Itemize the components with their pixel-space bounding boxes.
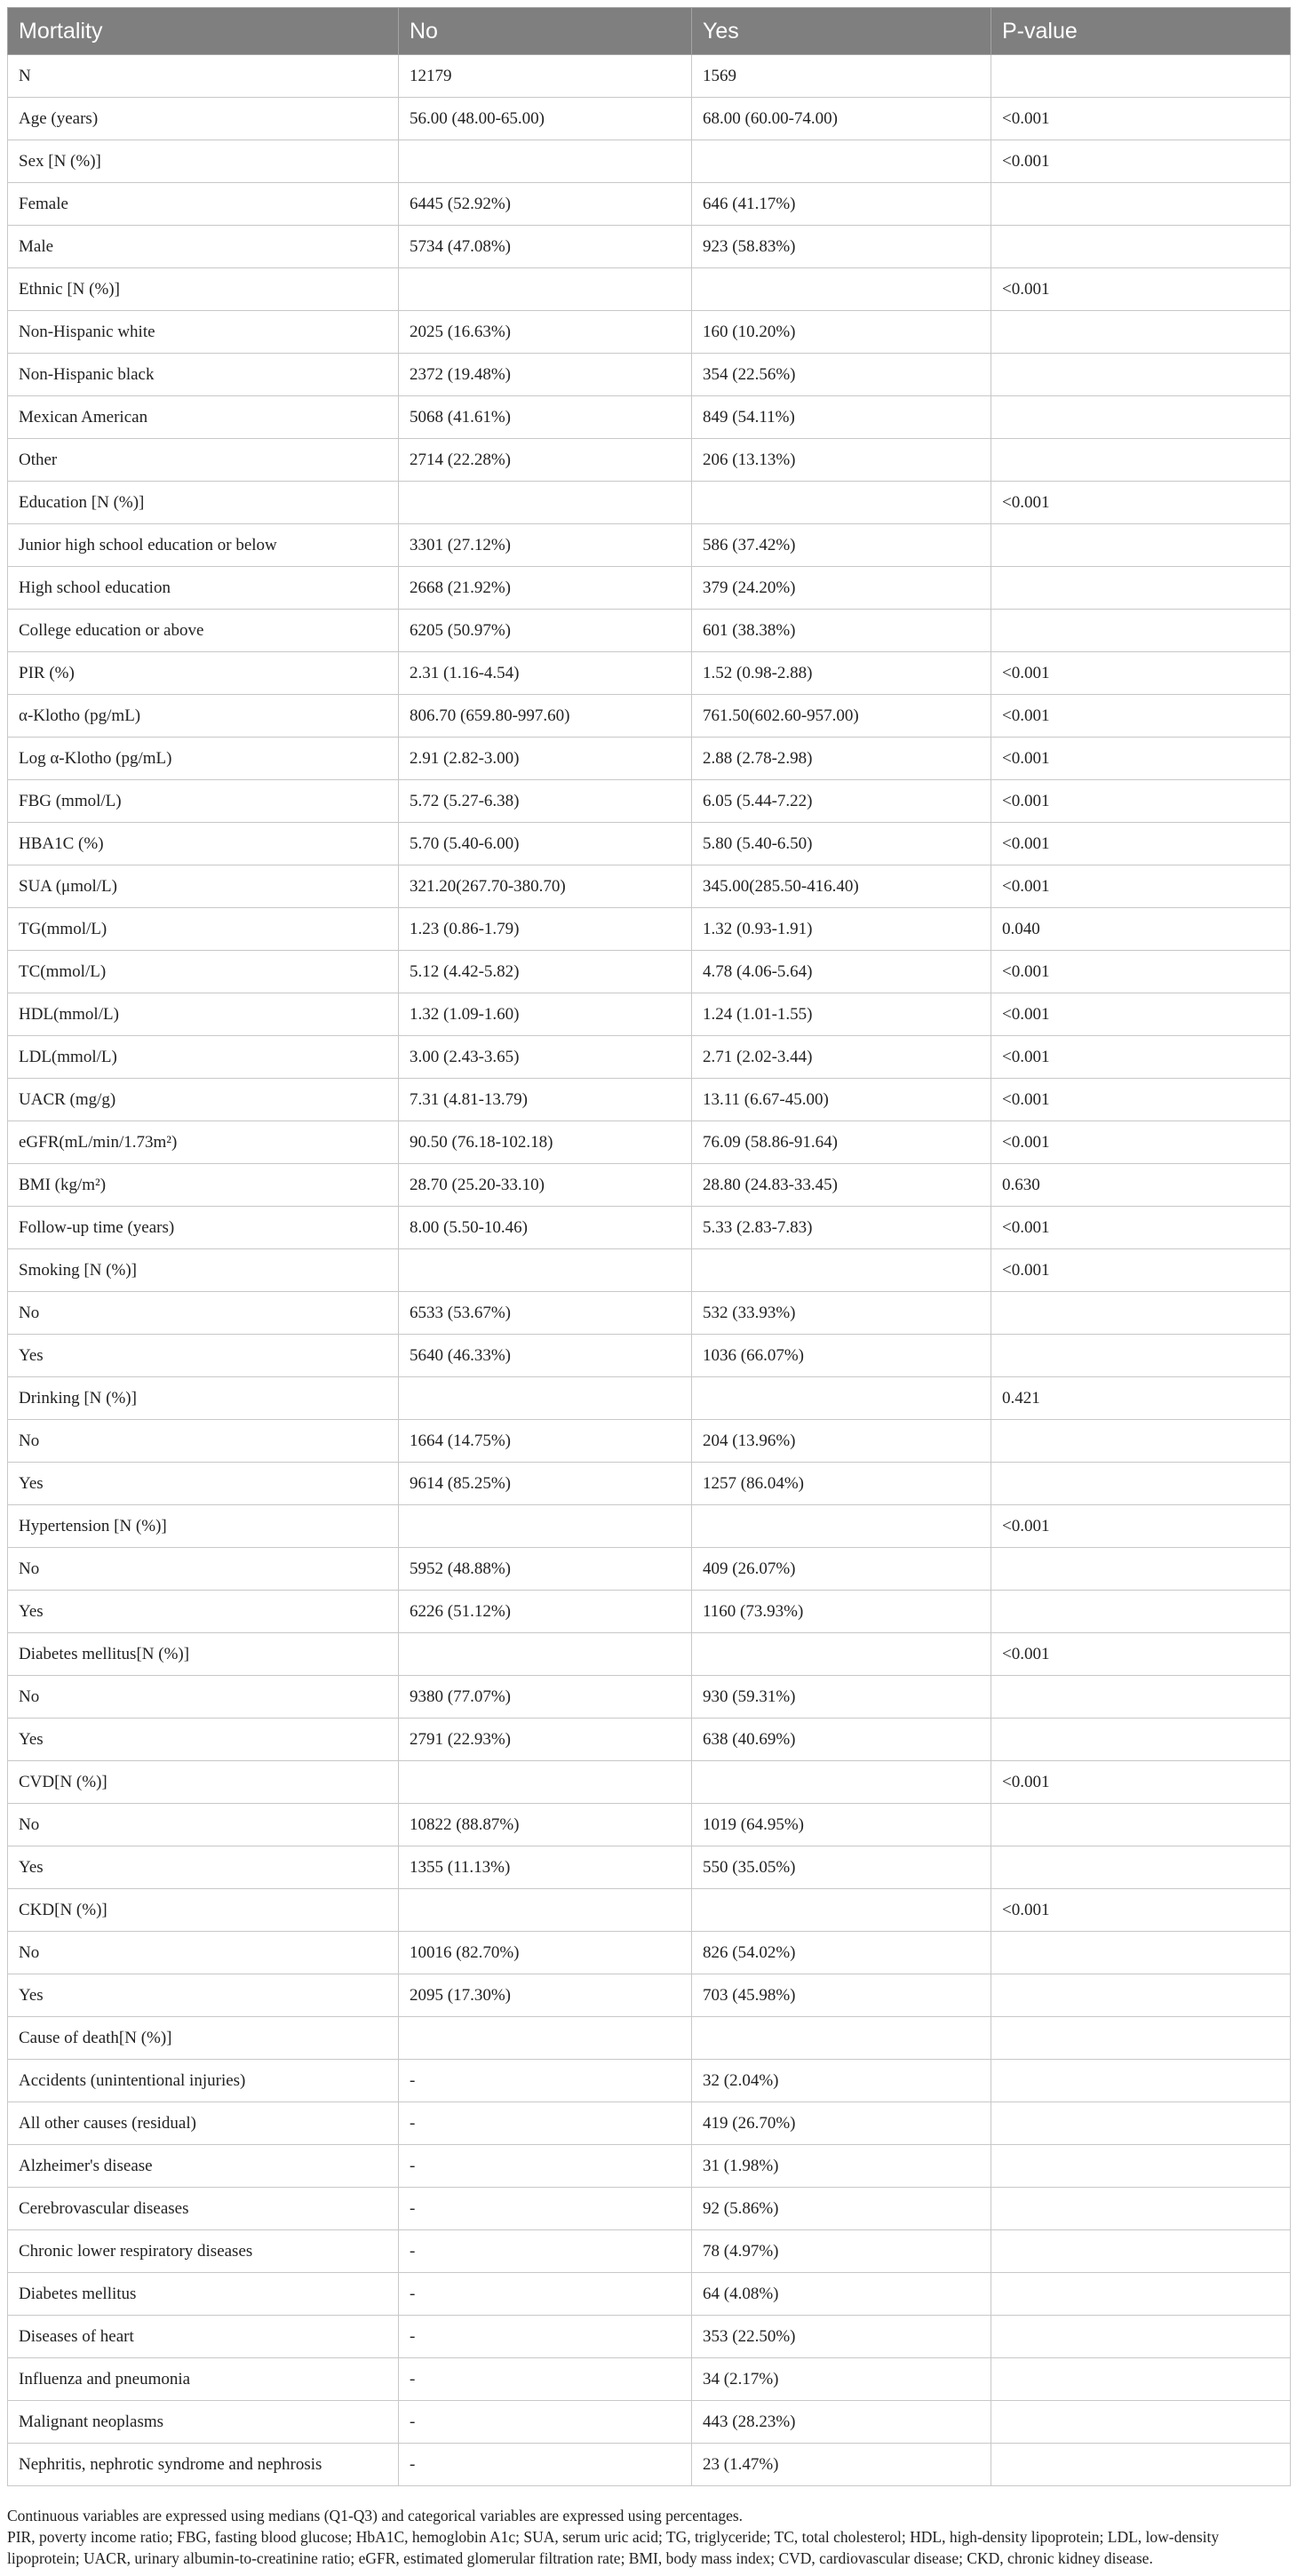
yes-value: 930 (59.31%): [692, 1676, 991, 1719]
yes-value: 354 (22.56%): [692, 354, 991, 396]
no-value: 2372 (19.48%): [399, 354, 692, 396]
no-value: [399, 1505, 692, 1548]
no-value: 1664 (14.75%): [399, 1420, 692, 1463]
p-value: <0.001: [991, 1761, 1291, 1804]
table-row: [8, 1164, 1291, 1207]
row-label: Non-Hispanic white: [8, 311, 399, 354]
p-value: <0.001: [991, 1036, 1291, 1079]
row-label: N: [8, 55, 399, 98]
no-value: [399, 1761, 692, 1804]
row-label: Mexican American: [8, 396, 399, 439]
yes-value: 601 (38.38%): [692, 610, 991, 652]
no-value: -: [399, 2316, 692, 2358]
table-row: [8, 1207, 1291, 1249]
no-value: 2.91 (2.82-3.00): [399, 738, 692, 780]
row-label: Other: [8, 439, 399, 482]
no-value: 5734 (47.08%): [399, 226, 692, 268]
row-label: Yes: [8, 1591, 399, 1633]
p-value: [991, 567, 1291, 610]
yes-value: 78 (4.97%): [692, 2230, 991, 2273]
table-row: [8, 1974, 1291, 2017]
no-value: 9614 (85.25%): [399, 1463, 692, 1505]
row-label: Yes: [8, 1974, 399, 2017]
no-value: 5640 (46.33%): [399, 1335, 692, 1377]
yes-value: 443 (28.23%): [692, 2401, 991, 2444]
yes-value: [692, 482, 991, 524]
no-value: [399, 268, 692, 311]
table-row: [8, 1889, 1291, 1932]
no-value: 8.00 (5.50-10.46): [399, 1207, 692, 1249]
table-row: [8, 1121, 1291, 1164]
table-row: [8, 1377, 1291, 1420]
yes-value: [692, 1249, 991, 1292]
yes-value: 206 (13.13%): [692, 439, 991, 482]
yes-value: [692, 1505, 991, 1548]
no-value: 6533 (53.67%): [399, 1292, 692, 1335]
p-value: <0.001: [991, 951, 1291, 993]
p-value: [991, 1974, 1291, 2017]
yes-value: 2.88 (2.78-2.98): [692, 738, 991, 780]
yes-value: 409 (26.07%): [692, 1548, 991, 1591]
row-label: Ethnic [N (%)]: [8, 268, 399, 311]
no-value: [399, 1377, 692, 1420]
row-label: Log α-Klotho (pg/mL): [8, 738, 399, 780]
no-value: 2095 (17.30%): [399, 1974, 692, 2017]
p-value: [991, 354, 1291, 396]
table-row: [8, 610, 1291, 652]
row-label: LDL(mmol/L): [8, 1036, 399, 1079]
table-row: [8, 1846, 1291, 1889]
row-label: UACR (mg/g): [8, 1079, 399, 1121]
table-row: [8, 482, 1291, 524]
footnote-line-2: PIR, poverty income ratio; FBG, fasting blood glucose; HbA1C, hemoglobin A1c; SUA, serum uric acid; TG, triglyceride; TC, total cholesterol; HDL, high-density lipoprotein; LDL, low-density lipoprotein; UACR, urinary albumin-to-creatinine ratio; eGFR, estimated glomerular filtration rate; BMI, body mass index; CVD, cardiovascular disease; CKD, chronic kidney disease.: [7, 2528, 1220, 2567]
table-row: [8, 2017, 1291, 2060]
table-row: [8, 1036, 1291, 1079]
yes-value: 532 (33.93%): [692, 1292, 991, 1335]
table-row: [8, 823, 1291, 865]
row-label: All other causes (residual): [8, 2102, 399, 2145]
no-value: 5068 (41.61%): [399, 396, 692, 439]
row-label: Nephritis, nephrotic syndrome and nephrosis: [8, 2444, 399, 2486]
table-row: [8, 738, 1291, 780]
yes-value: 28.80 (24.83-33.45): [692, 1164, 991, 1207]
row-label: Drinking [N (%)]: [8, 1377, 399, 1420]
no-value: 2025 (16.63%): [399, 311, 692, 354]
yes-value: [692, 1633, 991, 1676]
no-value: -: [399, 2188, 692, 2230]
table-row: [8, 2060, 1291, 2102]
table-row: [8, 1633, 1291, 1676]
yes-value: 1.52 (0.98-2.88): [692, 652, 991, 695]
row-label: Junior high school education or below: [8, 524, 399, 567]
p-value: 0.630: [991, 1164, 1291, 1207]
row-label: Sex [N (%)]: [8, 140, 399, 183]
no-value: [399, 140, 692, 183]
yes-value: 379 (24.20%): [692, 567, 991, 610]
yes-value: 1036 (66.07%): [692, 1335, 991, 1377]
yes-value: 76.09 (58.86-91.64): [692, 1121, 991, 1164]
p-value: [991, 1420, 1291, 1463]
row-label: Hypertension [N (%)]: [8, 1505, 399, 1548]
p-value: [991, 226, 1291, 268]
yes-value: 204 (13.96%): [692, 1420, 991, 1463]
row-label: Diabetes mellitus: [8, 2273, 399, 2316]
table-row: [8, 1505, 1291, 1548]
no-value: [399, 482, 692, 524]
no-value: 1.23 (0.86-1.79): [399, 908, 692, 951]
row-label: Cause of death[N (%)]: [8, 2017, 399, 2060]
table-row: [8, 2358, 1291, 2401]
p-value: <0.001: [991, 865, 1291, 908]
row-label: College education or above: [8, 610, 399, 652]
p-value: [991, 610, 1291, 652]
table-row: [8, 396, 1291, 439]
yes-value: 13.11 (6.67-45.00): [692, 1079, 991, 1121]
table-row: [8, 98, 1291, 140]
row-label: Education [N (%)]: [8, 482, 399, 524]
yes-value: 68.00 (60.00-74.00): [692, 98, 991, 140]
table-row: [8, 652, 1291, 695]
row-label: No: [8, 1548, 399, 1591]
row-label: FBG (mmol/L): [8, 780, 399, 823]
yes-value: 6.05 (5.44-7.22): [692, 780, 991, 823]
yes-value: [692, 2017, 991, 2060]
p-value: [991, 2188, 1291, 2230]
row-label: SUA (μmol/L): [8, 865, 399, 908]
no-value: 7.31 (4.81-13.79): [399, 1079, 692, 1121]
table-row: [8, 55, 1291, 98]
table-row: [8, 2401, 1291, 2444]
row-label: No: [8, 1932, 399, 1974]
row-label: Age (years): [8, 98, 399, 140]
yes-value: 34 (2.17%): [692, 2358, 991, 2401]
p-value: [991, 1463, 1291, 1505]
row-label: Yes: [8, 1719, 399, 1761]
row-label: Malignant neoplasms: [8, 2401, 399, 2444]
no-value: [399, 1249, 692, 1292]
header-yes: Yes: [692, 8, 991, 55]
row-label: HBA1C (%): [8, 823, 399, 865]
no-value: [399, 1633, 692, 1676]
p-value: <0.001: [991, 695, 1291, 738]
table-row: [8, 1761, 1291, 1804]
table-row: [8, 1676, 1291, 1719]
no-value: 5.12 (4.42-5.82): [399, 951, 692, 993]
yes-value: 1019 (64.95%): [692, 1804, 991, 1846]
p-value: [991, 2102, 1291, 2145]
header-p-value: P-value: [991, 8, 1291, 55]
p-value: [991, 1335, 1291, 1377]
p-value: <0.001: [991, 780, 1291, 823]
table-row: [8, 1249, 1291, 1292]
yes-value: [692, 268, 991, 311]
row-label: Yes: [8, 1846, 399, 1889]
table-row: [8, 2444, 1291, 2486]
row-label: Follow-up time (years): [8, 1207, 399, 1249]
table-row: [8, 2316, 1291, 2358]
row-label: TG(mmol/L): [8, 908, 399, 951]
p-value: [991, 2017, 1291, 2060]
row-label: PIR (%): [8, 652, 399, 695]
table-row: [8, 865, 1291, 908]
no-value: -: [399, 2444, 692, 2486]
p-value: <0.001: [991, 268, 1291, 311]
no-value: -: [399, 2230, 692, 2273]
no-value: 90.50 (76.18-102.18): [399, 1121, 692, 1164]
row-label: Smoking [N (%)]: [8, 1249, 399, 1292]
header-mortality: Mortality: [8, 8, 399, 55]
row-label: Diabetes mellitus[N (%)]: [8, 1633, 399, 1676]
yes-value: 353 (22.50%): [692, 2316, 991, 2358]
p-value: [991, 2444, 1291, 2486]
p-value: <0.001: [991, 140, 1291, 183]
yes-value: 64 (4.08%): [692, 2273, 991, 2316]
p-value: <0.001: [991, 482, 1291, 524]
p-value: [991, 1719, 1291, 1761]
table-row: [8, 695, 1291, 738]
no-value: 1355 (11.13%): [399, 1846, 692, 1889]
p-value: [991, 55, 1291, 98]
no-value: -: [399, 2145, 692, 2188]
no-value: 321.20(267.70-380.70): [399, 865, 692, 908]
no-value: 2668 (21.92%): [399, 567, 692, 610]
yes-value: 1.32 (0.93-1.91): [692, 908, 991, 951]
table-row: [8, 567, 1291, 610]
no-value: 2714 (22.28%): [399, 439, 692, 482]
table-row: [8, 2188, 1291, 2230]
table-row: [8, 951, 1291, 993]
table-row: [8, 524, 1291, 567]
no-value: 3301 (27.12%): [399, 524, 692, 567]
p-value: <0.001: [991, 1207, 1291, 1249]
row-label: High school education: [8, 567, 399, 610]
yes-value: [692, 1889, 991, 1932]
no-value: 5.72 (5.27-6.38): [399, 780, 692, 823]
yes-value: 1.24 (1.01-1.55): [692, 993, 991, 1036]
no-value: 2791 (22.93%): [399, 1719, 692, 1761]
row-label: HDL(mmol/L): [8, 993, 399, 1036]
yes-value: 761.50(602.60-957.00): [692, 695, 991, 738]
no-value: 5952 (48.88%): [399, 1548, 692, 1591]
p-value: <0.001: [991, 1079, 1291, 1121]
row-label: Diseases of heart: [8, 2316, 399, 2358]
row-label: Chronic lower respiratory diseases: [8, 2230, 399, 2273]
no-value: -: [399, 2401, 692, 2444]
no-value: 10822 (88.87%): [399, 1804, 692, 1846]
yes-value: 638 (40.69%): [692, 1719, 991, 1761]
table-row: [8, 1804, 1291, 1846]
p-value: <0.001: [991, 823, 1291, 865]
p-value: [991, 2273, 1291, 2316]
table-row: [8, 1292, 1291, 1335]
table-body: [8, 55, 1291, 2486]
table-row: [8, 1463, 1291, 1505]
p-value: <0.001: [991, 1633, 1291, 1676]
header-row: [8, 8, 1291, 55]
p-value: <0.001: [991, 1505, 1291, 1548]
row-label: No: [8, 1292, 399, 1335]
p-value: [991, 2401, 1291, 2444]
table-row: [8, 1548, 1291, 1591]
no-value: 10016 (82.70%): [399, 1932, 692, 1974]
p-value: [991, 1676, 1291, 1719]
table-row: [8, 908, 1291, 951]
no-value: 6205 (50.97%): [399, 610, 692, 652]
table-row: [8, 439, 1291, 482]
table-row: [8, 780, 1291, 823]
table-row: [8, 183, 1291, 226]
p-value: 0.421: [991, 1377, 1291, 1420]
p-value: [991, 2230, 1291, 2273]
row-label: BMI (kg/m²): [8, 1164, 399, 1207]
p-value: <0.001: [991, 98, 1291, 140]
table-row: [8, 354, 1291, 396]
footnote-line-1: Continuous variables are expressed using medians (Q1-Q3) and categorical variables are expressed using percentages.: [7, 2507, 744, 2524]
mortality-table: [7, 7, 1291, 2486]
no-value: -: [399, 2060, 692, 2102]
no-value: 806.70 (659.80-997.60): [399, 695, 692, 738]
no-value: 6445 (52.92%): [399, 183, 692, 226]
yes-value: 1257 (86.04%): [692, 1463, 991, 1505]
p-value: <0.001: [991, 993, 1291, 1036]
p-value: [991, 1548, 1291, 1591]
no-value: 9380 (77.07%): [399, 1676, 692, 1719]
yes-value: 2.71 (2.02-3.44): [692, 1036, 991, 1079]
yes-value: 923 (58.83%): [692, 226, 991, 268]
yes-value: 419 (26.70%): [692, 2102, 991, 2145]
row-label: No: [8, 1804, 399, 1846]
yes-value: 345.00(285.50-416.40): [692, 865, 991, 908]
table-row: [8, 1932, 1291, 1974]
yes-value: 849 (54.11%): [692, 396, 991, 439]
table-row: [8, 268, 1291, 311]
table-row: [8, 2273, 1291, 2316]
no-value: 2.31 (1.16-4.54): [399, 652, 692, 695]
p-value: [991, 1591, 1291, 1633]
no-value: -: [399, 2273, 692, 2316]
table-row: [8, 1335, 1291, 1377]
row-label: eGFR(mL/min/1.73m²): [8, 1121, 399, 1164]
row-label: Alzheimer's disease: [8, 2145, 399, 2188]
yes-value: 4.78 (4.06-5.64): [692, 951, 991, 993]
p-value: <0.001: [991, 1249, 1291, 1292]
yes-value: 92 (5.86%): [692, 2188, 991, 2230]
p-value: <0.001: [991, 1889, 1291, 1932]
yes-value: 1160 (73.93%): [692, 1591, 991, 1633]
no-value: 1.32 (1.09-1.60): [399, 993, 692, 1036]
p-value: [991, 524, 1291, 567]
no-value: 5.70 (5.40-6.00): [399, 823, 692, 865]
row-label: Yes: [8, 1335, 399, 1377]
table-row: [8, 311, 1291, 354]
row-label: CKD[N (%)]: [8, 1889, 399, 1932]
row-label: Influenza and pneumonia: [8, 2358, 399, 2401]
yes-value: 586 (37.42%): [692, 524, 991, 567]
yes-value: 5.80 (5.40-6.50): [692, 823, 991, 865]
row-label: Accidents (unintentional injuries): [8, 2060, 399, 2102]
row-label: TC(mmol/L): [8, 951, 399, 993]
no-value: 12179: [399, 55, 692, 98]
p-value: 0.040: [991, 908, 1291, 951]
table-row: [8, 993, 1291, 1036]
yes-value: 826 (54.02%): [692, 1932, 991, 1974]
p-value: <0.001: [991, 738, 1291, 780]
row-label: Non-Hispanic black: [8, 354, 399, 396]
p-value: [991, 311, 1291, 354]
yes-value: 550 (35.05%): [692, 1846, 991, 1889]
no-value: [399, 2017, 692, 2060]
yes-value: 32 (2.04%): [692, 2060, 991, 2102]
table-container: [7, 7, 1290, 2486]
p-value: [991, 1292, 1291, 1335]
p-value: [991, 1846, 1291, 1889]
yes-value: 23 (1.47%): [692, 2444, 991, 2486]
table-row: [8, 1079, 1291, 1121]
p-value: [991, 396, 1291, 439]
row-label: CVD[N (%)]: [8, 1761, 399, 1804]
yes-value: 703 (45.98%): [692, 1974, 991, 2017]
p-value: [991, 2316, 1291, 2358]
p-value: <0.001: [991, 1121, 1291, 1164]
yes-value: 646 (41.17%): [692, 183, 991, 226]
header-no: No: [399, 8, 692, 55]
no-value: 28.70 (25.20-33.10): [399, 1164, 692, 1207]
yes-value: [692, 140, 991, 183]
table-row: [8, 1591, 1291, 1633]
table-row: [8, 2145, 1291, 2188]
p-value: <0.001: [991, 652, 1291, 695]
yes-value: [692, 1377, 991, 1420]
table-row: [8, 1420, 1291, 1463]
row-label: No: [8, 1676, 399, 1719]
p-value: [991, 2358, 1291, 2401]
row-label: Cerebrovascular diseases: [8, 2188, 399, 2230]
no-value: -: [399, 2358, 692, 2401]
table-row: [8, 226, 1291, 268]
row-label: Yes: [8, 1463, 399, 1505]
p-value: [991, 183, 1291, 226]
yes-value: 5.33 (2.83-7.83): [692, 1207, 991, 1249]
row-label: α-Klotho (pg/mL): [8, 695, 399, 738]
p-value: [991, 1804, 1291, 1846]
row-label: Male: [8, 226, 399, 268]
row-label: No: [8, 1420, 399, 1463]
yes-value: 31 (1.98%): [692, 2145, 991, 2188]
yes-value: 160 (10.20%): [692, 311, 991, 354]
no-value: [399, 1889, 692, 1932]
no-value: -: [399, 2102, 692, 2145]
no-value: 6226 (51.12%): [399, 1591, 692, 1633]
yes-value: 1569: [692, 55, 991, 98]
p-value: [991, 1932, 1291, 1974]
no-value: 3.00 (2.43-3.65): [399, 1036, 692, 1079]
p-value: [991, 2145, 1291, 2188]
p-value: [991, 439, 1291, 482]
table-row: [8, 2102, 1291, 2145]
table-footnote: [7, 2505, 1290, 2569]
table-row: [8, 1719, 1291, 1761]
yes-value: [692, 1761, 991, 1804]
row-label: Female: [8, 183, 399, 226]
table-row: [8, 2230, 1291, 2273]
p-value: [991, 2060, 1291, 2102]
no-value: 56.00 (48.00-65.00): [399, 98, 692, 140]
table-row: [8, 140, 1291, 183]
